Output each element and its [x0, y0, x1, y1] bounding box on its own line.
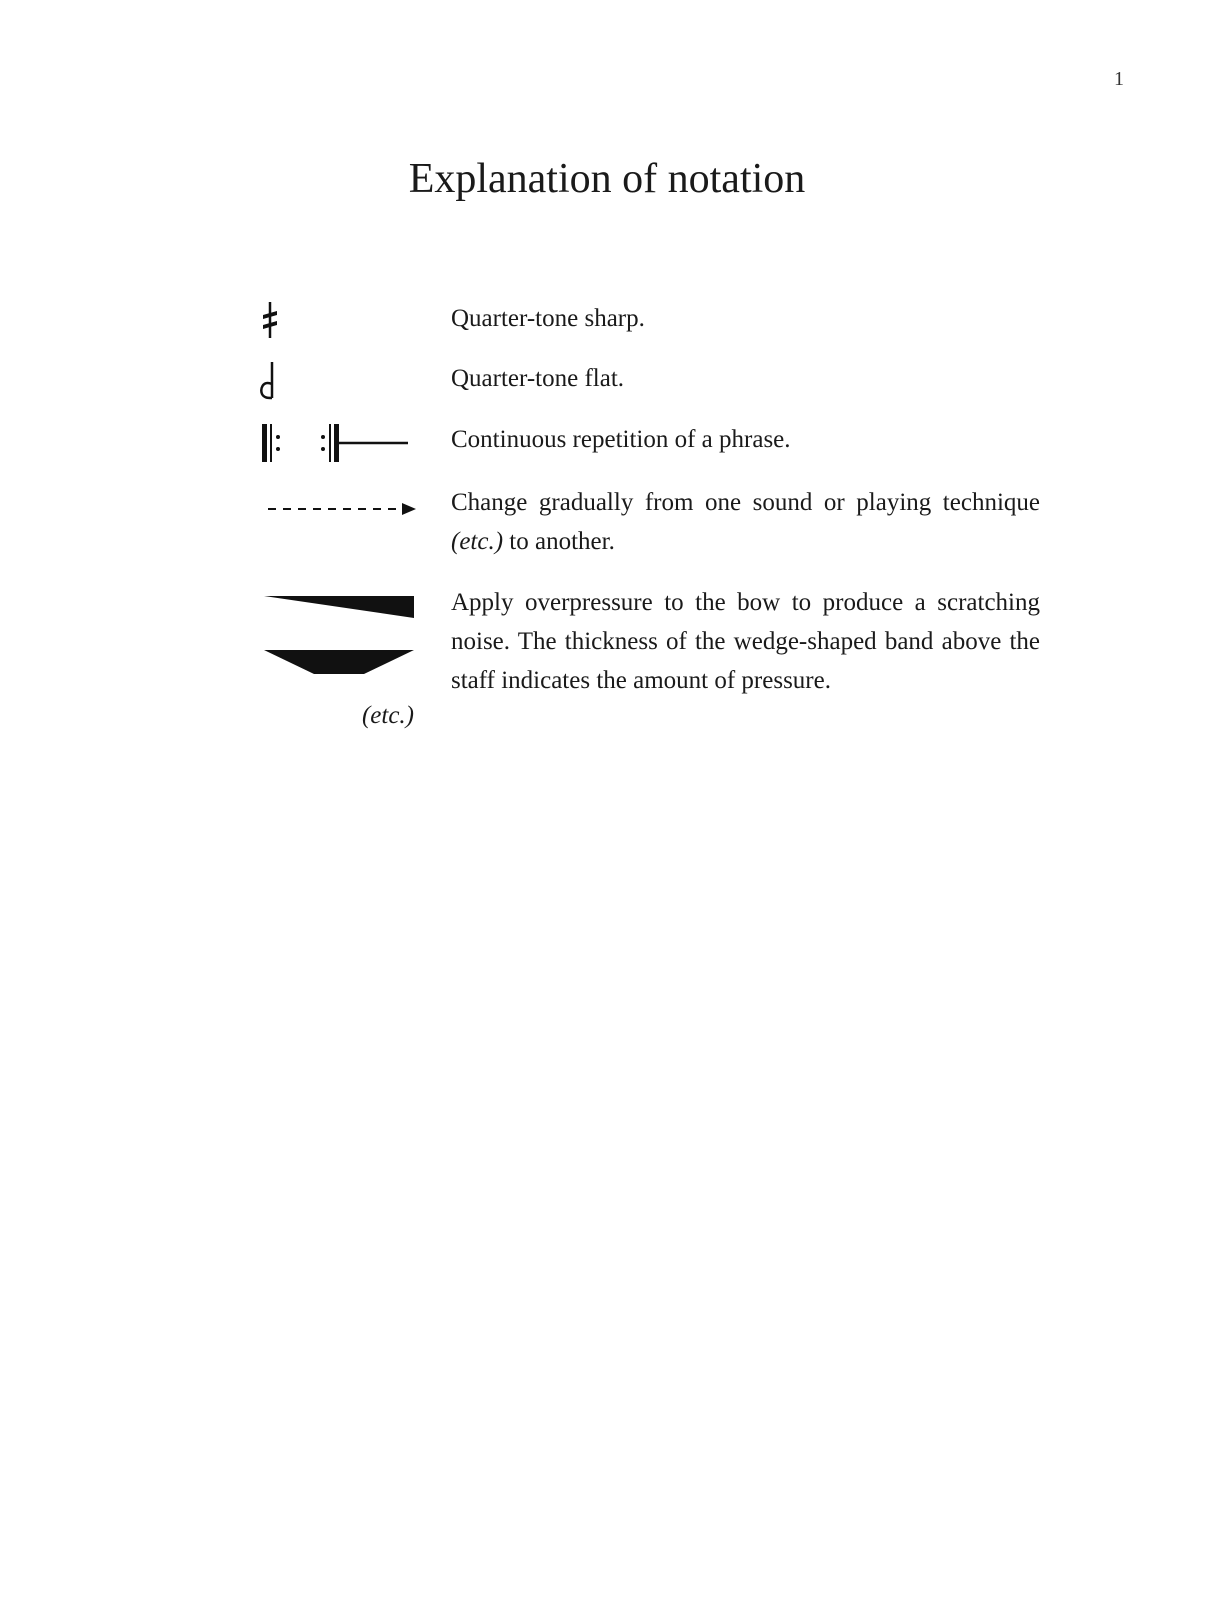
repeat-signs-icon [258, 422, 418, 464]
entry-quarter-tone-sharp: Quarter-tone sharp. [451, 305, 645, 332]
wedge-etc-caption: (etc.) [361, 702, 414, 729]
entry-gradual-change [451, 483, 1040, 561]
quarter-tone-flat-icon [258, 360, 278, 400]
gradual-change-etc: (etc.) [451, 528, 504, 555]
page-number: 1 [1114, 68, 1124, 90]
gradual-change-text-before: Change gradually from one sound or playing technique [451, 489, 1040, 516]
wedge-band-icon [262, 592, 418, 622]
quarter-tone-sharp-icon [260, 300, 280, 340]
wedge-trapezoid-icon [262, 646, 418, 678]
entry-quarter-tone-flat: Quarter-tone flat. [451, 365, 625, 392]
gradual-change-text-after: to another. [503, 528, 615, 555]
entry-repeat: Continuous repetition of a phrase. [451, 426, 791, 453]
entry-overpressure: Apply overpressure to the bow to produce a scratching noise. The thickness of the wedge-shaped band above the staff indicates the amount of pressure. [451, 589, 1040, 694]
page-title: Explanation of notation [408, 156, 806, 202]
dashed-arrow-icon [266, 498, 418, 520]
